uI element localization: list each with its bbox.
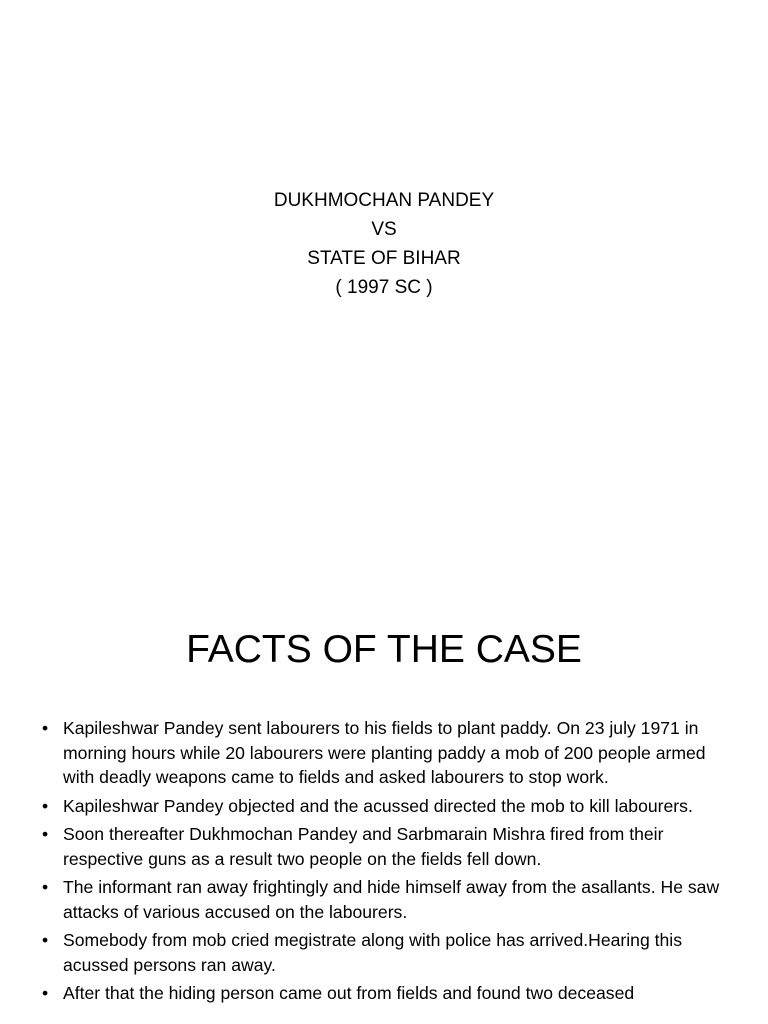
bullet-icon: • bbox=[42, 877, 49, 897]
fact-text: Kapileshwar Pandey sent labourers to his fields to plant paddy. On 23 july 1971 in morning hours while 20 labourers were planting paddy a mob of 200 people armed with deadly weapons came to fields and asked labourers to stop work. bbox=[63, 718, 706, 787]
list-item bbox=[42, 928, 732, 977]
title-line-petitioner: DUKHMOCHAN PANDEY bbox=[273, 190, 495, 211]
bullet-icon: • bbox=[42, 983, 49, 1003]
case-title bbox=[0, 186, 768, 302]
fact-text: Soon thereafter Dukhmochan Pandey and Sarbmarain Mishra fired from their respective guns as a result two people on the fields fell down. bbox=[63, 824, 664, 869]
fact-text: After that the hiding person came out from fields and found two deceased bbox=[63, 983, 635, 1003]
list-item bbox=[42, 875, 732, 924]
list-item bbox=[42, 822, 732, 871]
fact-text: Somebody from mob cried megistrate along with police has arrived.Hearing this acussed persons ran away. bbox=[63, 930, 683, 975]
bullet-icon: • bbox=[42, 718, 49, 738]
facts-heading: FACTS OF THE CASE bbox=[186, 628, 582, 671]
bullet-icon: • bbox=[42, 930, 49, 950]
bullet-icon: • bbox=[42, 795, 49, 816]
bullet-icon: • bbox=[42, 824, 49, 844]
title-line-versus: VS bbox=[371, 219, 397, 240]
slide-facts bbox=[0, 576, 768, 1024]
list-item bbox=[42, 794, 732, 819]
title-line-citation: ( 1997 SC ) bbox=[335, 277, 433, 298]
fact-text: Kapileshwar Pandey objected and the acussed directed the mob to kill labourers. bbox=[63, 795, 693, 816]
title-line-respondent: STATE OF BIHAR bbox=[307, 248, 461, 269]
list-item bbox=[42, 981, 732, 1006]
facts-list bbox=[42, 716, 732, 1010]
fact-text: The informant ran away frightingly and hide himself away from the asallants. He saw attacks of various accused on the labourers. bbox=[63, 877, 720, 922]
list-item bbox=[42, 716, 732, 790]
